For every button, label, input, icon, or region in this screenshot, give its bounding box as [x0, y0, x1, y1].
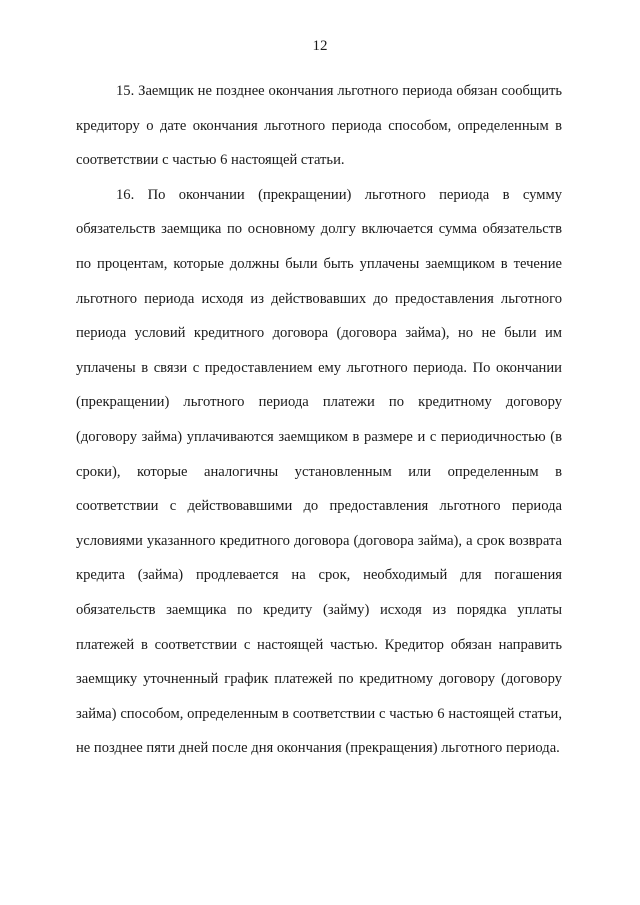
paragraph-15: 15. Заемщик не позднее окончания льготного периода обязан сообщить кредитору о дате окончания льготного периода способом, определенным в соответствии с частью 6 настоящей статьи.	[76, 83, 562, 169]
paragraph-16: 16. По окончании (прекращении) льготного периода в сумму обязательств заемщика по основному долгу включается сумма обязательств по процентам, которые должны были быть уплачены заемщиком в течение льготного периода исходя из действовавших до предоставления льготного периода условий кредитного договора (договора займа), но не были им уплачены в связи с предоставлением ему льготного периода. По окончании (прекращении) льготного периода платежи по кредитному договору (договору займа) уплачиваются заемщиком в размере и с периодичностью (в сроки), которые аналогичны установленным или определенным в соответствии с действовавшими до предоставления льготного периода условиями указанного кредитного договора (договора займа), а срок возврата кредита (займа) продлевается на срок, необходимый для погашения обязательств заемщика по кредиту (займу) исходя из порядка уплаты платежей в соответствии с настоящей частью. Кредитор обязан направить заемщику уточненный график платежей по кредитному договору (договору займа) способом, определенным в соответствии с частью 6 настоящей статьи, не позднее пяти дней после дня окончания (прекращения) льготного периода.	[76, 186, 562, 757]
document-body	[76, 74, 562, 766]
page-number: 12	[312, 38, 328, 54]
